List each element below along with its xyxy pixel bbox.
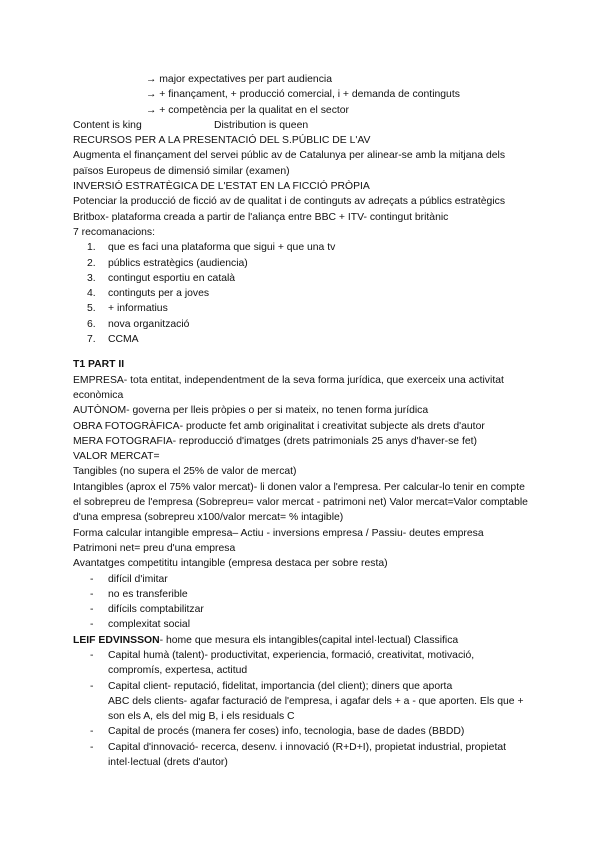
list-text: públics estratègics (audiencia) xyxy=(108,257,248,269)
arrow-line: → + finançament, + producció comercial, i + demanda de continguts xyxy=(146,89,460,101)
list-item xyxy=(73,617,528,632)
dash-marker: - xyxy=(90,604,94,616)
leif-description: - home que mesura els intangibles(capital intel·lectual) Classifica xyxy=(159,634,459,646)
list-item xyxy=(73,332,528,347)
recomanacions-list xyxy=(73,240,528,347)
patrimoni-line: Patrimoni net= preu d'una empresa xyxy=(73,542,236,554)
list-text: Capital client- reputació, fidelitat, importancia (del client); diners que aporta xyxy=(108,680,453,692)
list-text: contingut esportiu en català xyxy=(108,272,236,284)
dash-marker: - xyxy=(90,726,94,738)
list-item xyxy=(73,724,528,739)
list-text: difícils comptabilitzar xyxy=(108,604,204,616)
arrow-line: → + competència per la qualitat en el sector xyxy=(146,104,350,116)
list-item xyxy=(73,271,528,286)
dash-marker: - xyxy=(90,588,94,600)
list-number: 2. xyxy=(87,257,96,269)
valor-line: VALOR MERCAT= xyxy=(73,451,160,463)
tangibles-line: Tangibles (no supera el 25% de valor de mercat) xyxy=(73,466,297,478)
list-text: difícil d'imitar xyxy=(108,573,168,585)
list-item xyxy=(73,602,528,617)
mera-line: MERA FOTOGRAFIA- reproducció d'imatges (drets patrimonials 25 anys d'haver-se fet) xyxy=(73,435,477,447)
list-item xyxy=(73,679,528,725)
list-item xyxy=(73,587,528,602)
arrow-line: → major expectatives per part audiencia xyxy=(146,74,332,85)
dash-marker: - xyxy=(90,741,94,753)
recomanacions-intro: 7 recomanacions: xyxy=(73,226,156,238)
list-number: 5. xyxy=(87,303,96,315)
list-text: nova organització xyxy=(108,318,190,330)
britbox-line: Britbox- plataforma creada a partir de l'aliança entre BBC + ITV- contingut britànic xyxy=(73,211,449,223)
obra-line: OBRA FOTOGRÀFICA- producte fet amb originalitat i creativitat subjecte als drets d'autor xyxy=(73,420,485,432)
leif-line xyxy=(73,633,528,648)
list-number: 7. xyxy=(87,334,96,346)
list-number: 6. xyxy=(87,318,96,330)
list-item xyxy=(73,301,528,316)
list-text: continguts per a joves xyxy=(108,288,210,300)
intangibles-paragraph: Intangibles (aprox el 75% valor mercat)- li donen valor a l'empresa. Per calcular-lo tenir en compte el sobrepreu de l'empresa (Sobrepreu= valor mercat - patrimoni net) Valor mercat=Valor comptable d'una empresa (sobrepreu x100/valor mercat= % intagible) xyxy=(73,481,528,524)
dash-marker: - xyxy=(90,619,94,631)
autonom-line: AUTÒNOM- governa per lleis pròpies o per si mateix, no tenen forma jurídica xyxy=(73,405,429,417)
list-text: + informatius xyxy=(108,303,168,315)
dash-marker: - xyxy=(90,680,94,692)
avantatges-list xyxy=(73,572,528,633)
list-text: Capital humà (talent)- productivitat, experiencia, formació, creativitat, motivació, compromís, expertesa, actitud xyxy=(108,649,475,677)
abc-text: ABC dels clients- agafar facturació de l'empresa, i agafar dels + a - que aporten. Els que + son els A, els del mig B, i els residuals C xyxy=(108,695,524,723)
augmenta-paragraph: Augmenta el finançament del servei públic av de Catalunya per alinear-se amb la mitjana dels països Europeus de dimensió similar (examen) xyxy=(73,150,506,177)
list-number: 1. xyxy=(87,242,96,254)
capitals-list xyxy=(73,648,528,770)
list-item xyxy=(73,740,528,771)
content-king: Content is king xyxy=(73,119,142,131)
list-item xyxy=(73,317,528,332)
list-item xyxy=(73,240,528,255)
dash-marker: - xyxy=(90,649,94,661)
document-page xyxy=(73,72,528,770)
list-text: Capital d'innovació- recerca, desenv. i innovació (R+D+I), propietat industrial, propietat intel·lectual (drets d'autor) xyxy=(108,741,506,769)
inversio-heading: INVERSIÓ ESTRATÈGICA DE L'ESTAT EN LA FICCIÓ PRÒPIA xyxy=(73,181,370,193)
list-item xyxy=(73,572,528,587)
slogan-line xyxy=(73,118,528,133)
list-text: que es faci una plataforma que sigui + que una tv xyxy=(108,242,336,254)
empresa-paragraph: EMPRESA- tota entitat, independentment de la seva forma jurídica, que exerceix una activitat econòmica xyxy=(73,374,504,401)
list-number: 3. xyxy=(87,272,96,284)
part2-heading: T1 PART II xyxy=(73,359,125,371)
recursos-heading: RECURSOS PER A LA PRESENTACIÓ DEL S.PÚBLIC DE L'AV xyxy=(73,135,371,147)
dash-marker: - xyxy=(90,573,94,585)
leif-name: LEIF EDVINSSON xyxy=(73,634,160,646)
list-text: no es transferible xyxy=(108,588,188,600)
list-item xyxy=(73,286,528,301)
forma-line: Forma calcular intangible empresa– Actiu - inversions empresa / Passiu- deutes empresa xyxy=(73,527,484,539)
list-number: 4. xyxy=(87,288,96,300)
list-item xyxy=(73,256,528,271)
distribution-queen: Distribution is queen xyxy=(214,119,309,131)
list-item xyxy=(73,648,528,679)
avantatges-line: Avantatges competititu intangible (empresa destaca per sobre resta) xyxy=(73,558,388,570)
list-text: CCMA xyxy=(108,334,139,346)
list-text: Capital de procés (manera fer coses) info, tecnologia, base de dades (BBDD) xyxy=(108,726,465,738)
list-text: complexitat social xyxy=(108,619,191,631)
potenciar-paragraph: Potenciar la producció de ficció av de qualitat i de continguts av adreçats a públics estratègics xyxy=(73,196,506,208)
